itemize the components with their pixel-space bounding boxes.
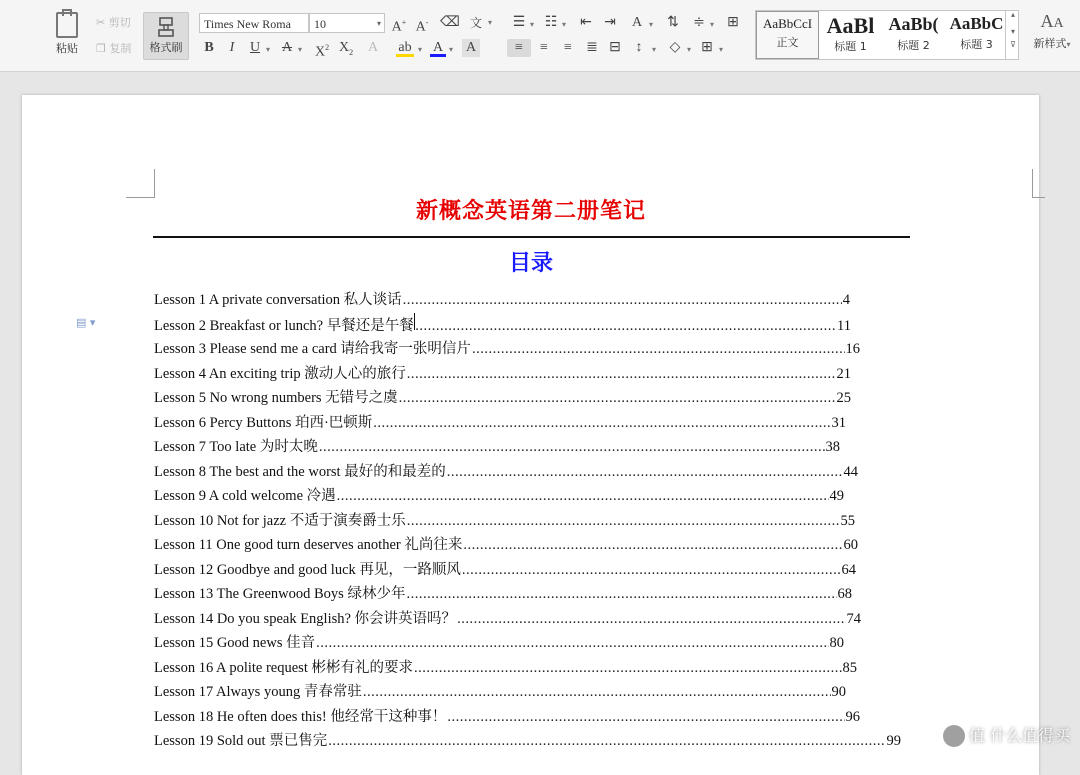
sort-icon[interactable]: ⇅ [664, 14, 682, 32]
table-of-contents [154, 288, 914, 754]
watermark-logo-icon [943, 725, 965, 747]
chevron-down-icon[interactable]: ▾ [650, 41, 658, 59]
chevron-down-icon[interactable]: ▾ [296, 41, 304, 59]
toc-entry[interactable]: Lesson 19 Sold out 票已售完 ..... 99 [154, 729, 901, 754]
toc-entry[interactable]: Lesson 2 Breakfast or lunch? 早餐还是午餐 ..... 11 [154, 313, 851, 338]
copy-icon: ❐ [96, 42, 106, 55]
justify-icon[interactable]: ≣ [583, 39, 601, 57]
subscript-icon[interactable]: $X_2$ [337, 39, 355, 57]
numbered-list-icon[interactable]: ☷ [542, 14, 560, 32]
chevron-down-icon[interactable]: ▾ [647, 16, 655, 34]
style-heading-3[interactable]: AaBbC 标题 3 [945, 11, 1008, 59]
document-page[interactable] [22, 95, 1039, 775]
decrease-indent-icon[interactable]: ⇤ [577, 14, 595, 32]
paragraph-handle-icon[interactable]: ▤ ▾ [76, 316, 95, 329]
more-icon[interactable]: ⊽ [1006, 40, 1020, 49]
style-normal[interactable]: AaBbCcI 正文 [756, 11, 819, 59]
line-spacing-icon[interactable]: ↕ [630, 39, 648, 57]
scissors-icon: ✂ [96, 16, 105, 29]
margin-corner-mark [1032, 169, 1045, 198]
toc-entry[interactable]: Lesson 1 A private conversation 私人谈话 ..... 4 [154, 288, 850, 313]
increase-indent-icon[interactable]: ⇥ [601, 14, 619, 32]
distributed-icon[interactable]: ⊟ [606, 39, 624, 57]
document-title: 新概念英语第二册笔记 [152, 194, 910, 225]
font-size-select[interactable]: 10 ▾ [309, 13, 385, 33]
italic-icon[interactable]: I [224, 39, 240, 57]
chevron-down-icon[interactable]: ▾ [528, 16, 536, 34]
chevron-up-icon[interactable]: ▴ [1006, 10, 1020, 19]
style-heading-1[interactable]: AaBl 标题 1 [819, 11, 882, 59]
title-divider [153, 236, 910, 238]
align-left-icon[interactable]: ≡ [507, 39, 531, 57]
table-icon[interactable]: ⊞ [724, 14, 742, 32]
bullet-list-icon[interactable]: ☰ [510, 14, 528, 32]
toc-entry[interactable]: Lesson 3 Please send me a card 请给我寄一张明信片 ..... 16 [154, 337, 860, 362]
margin-corner-mark [126, 169, 155, 198]
line-spacing-toggle-icon[interactable]: ≑ [690, 14, 708, 32]
style-heading-2[interactable]: AaBb( 标题 2 [882, 11, 945, 59]
chinese-layout-icon[interactable]: A [628, 14, 646, 32]
toc-entry[interactable]: Lesson 17 Always young 青春常驻 ..... 90 [154, 680, 846, 705]
strikethrough-icon[interactable]: A [279, 39, 295, 57]
clipboard-icon [56, 12, 78, 38]
toc-entry[interactable]: Lesson 7 Too late 为时太晚 ..... 38 [154, 435, 840, 460]
chevron-down-icon[interactable]: ▾ [685, 41, 693, 59]
chevron-down-icon[interactable]: ▾ [708, 16, 716, 34]
watermark: 值 什么值得买 [943, 723, 1070, 748]
superscript-icon[interactable]: $X^2$ [313, 39, 331, 57]
cut-button[interactable]: ✂ 剪切 [96, 14, 142, 30]
highlight-icon[interactable]: ab [396, 39, 414, 57]
toc-entry[interactable]: Lesson 15 Good news 佳音 ..... 80 [154, 631, 844, 656]
new-style-button[interactable]: AA 新样式▾ [1026, 10, 1078, 51]
toc-entry[interactable]: Lesson 9 A cold welcome 冷遇 ..... 49 [154, 484, 844, 509]
chevron-down-icon[interactable]: ▾ [416, 41, 424, 59]
font-color-icon[interactable]: A [430, 39, 446, 57]
clear-format-icon[interactable]: ⌫ [440, 14, 458, 32]
borders-icon[interactable]: ⊞ [698, 39, 716, 57]
toc-entry[interactable]: Lesson 12 Goodbye and good luck 再见，一路顺风 ..... 64 [154, 558, 856, 583]
font-name-select[interactable]: Times New Roma [199, 13, 309, 33]
align-right-icon[interactable]: ≡ [559, 39, 577, 57]
bold-icon[interactable]: B [201, 39, 217, 57]
toc-entry[interactable]: Lesson 10 Not for jazz 不适于演奏爵士乐 ..... 55 [154, 509, 855, 534]
copy-button[interactable]: ❐ 复制 [96, 40, 142, 56]
chevron-down-icon[interactable]: ▾ [264, 41, 272, 59]
ribbon-toolbar [0, 0, 1080, 72]
shading-fill-icon[interactable]: ◇ [666, 39, 684, 57]
toc-entry[interactable]: Lesson 4 An exciting trip 激动人心的旅行 ..... 21 [154, 362, 851, 387]
toc-heading: 目录 [152, 246, 910, 277]
chevron-down-icon[interactable]: ▾ [560, 16, 568, 34]
shrink-font-icon[interactable]: A- [413, 14, 431, 32]
chevron-down-icon[interactable]: ▾ [1006, 27, 1020, 36]
chevron-down-icon[interactable]: ▾ [486, 14, 494, 32]
format-painter-icon [157, 16, 175, 38]
underline-icon[interactable]: U [247, 39, 263, 57]
toc-entry[interactable]: Lesson 14 Do you speak English? 你会讲英语吗？ ..... 74 [154, 607, 861, 632]
align-center-icon[interactable]: ≡ [535, 39, 553, 57]
new-style-icon: AA [1026, 10, 1078, 35]
text-effect-icon[interactable]: A [364, 39, 382, 57]
char-shading-icon[interactable]: A [462, 39, 480, 57]
chevron-down-icon: ▾ [377, 14, 381, 33]
toc-entry[interactable]: Lesson 6 Percy Buttons 珀西·巴顿斯 ..... 31 [154, 411, 846, 436]
paste-button[interactable]: 粘贴 [50, 12, 84, 56]
chevron-down-icon[interactable]: ▾ [447, 41, 455, 59]
toc-entry[interactable]: Lesson 16 A polite request 彬彬有礼的要求 ..... 85 [154, 656, 857, 681]
styles-gallery [755, 10, 1019, 60]
toc-entry[interactable]: Lesson 13 The Greenwood Boys 绿林少年 ..... 68 [154, 582, 852, 607]
styles-scroll[interactable] [1005, 10, 1020, 60]
toc-entry[interactable]: Lesson 8 The best and the worst 最好的和最差的 ..... 44 [154, 460, 858, 485]
toc-entry[interactable]: Lesson 5 No wrong numbers 无错号之虞 ..... 25 [154, 386, 851, 411]
toc-entry[interactable]: Lesson 18 He often does this! 他经常干这种事！ ..... 96 [154, 705, 860, 730]
format-painter-button[interactable]: 格式刷 [143, 12, 189, 60]
phonetic-guide-icon[interactable]: 文 [466, 14, 486, 32]
chevron-down-icon[interactable]: ▾ [717, 41, 725, 59]
toc-entry[interactable]: Lesson 11 One good turn deserves another 礼尚往来 ..... 60 [154, 533, 858, 558]
chevron-down-icon: ▾ [1066, 40, 1070, 49]
grow-font-icon[interactable]: A+ [390, 14, 408, 32]
